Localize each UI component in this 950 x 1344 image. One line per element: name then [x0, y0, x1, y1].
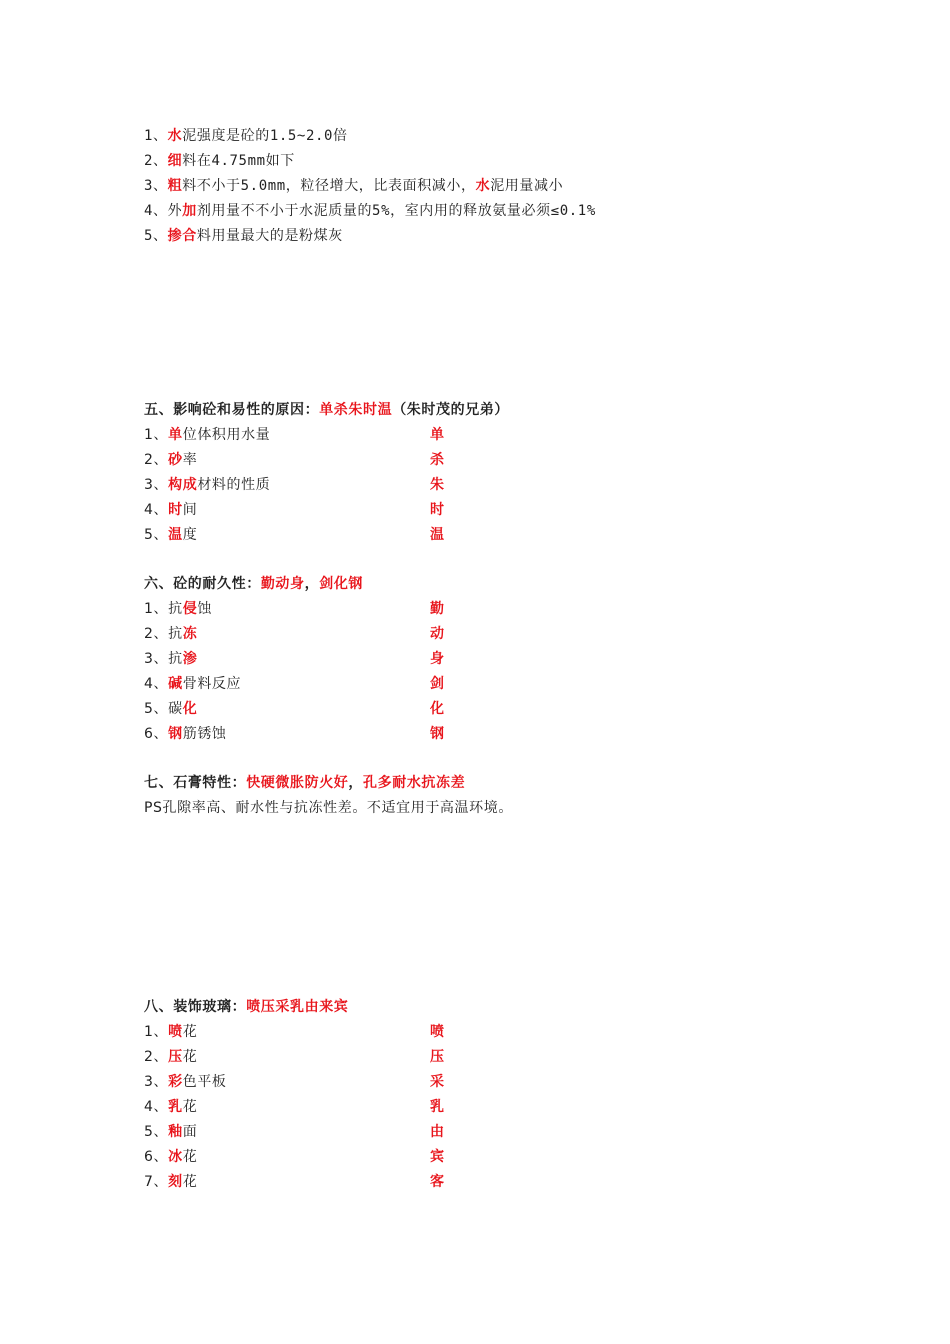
s5-heading [144, 398, 509, 423]
line-number: 3、 [144, 1074, 169, 1090]
highlight-char: 碱 [168, 676, 183, 692]
highlight-char: 水 [167, 128, 183, 144]
s5-item-4 [144, 498, 197, 523]
line-number: 3、 [144, 477, 169, 493]
highlight-char: 乳 [168, 1099, 183, 1115]
line-number: 7、 [144, 1174, 169, 1190]
line-number: 5、 [144, 1124, 169, 1140]
s5-key-3: 朱 [430, 477, 444, 493]
highlight-char: 构成 [168, 477, 198, 493]
s8-item-5 [144, 1120, 197, 1145]
s8-heading [144, 995, 348, 1020]
line-number: 5、碳 [144, 701, 183, 717]
highlight-char: 刻 [168, 1174, 183, 1190]
line-text: 剂用量不不小于水泥质量的5%，室内用的释放氨量必须≤0.1% [196, 203, 596, 219]
s5-item-1 [144, 423, 270, 448]
s8-item-1 [144, 1020, 197, 1045]
highlight-char: 单 [168, 427, 183, 443]
line-text: 料不小于5.0mm，粒径增大，比表面积减小， [182, 178, 476, 194]
s8-item-4 [144, 1095, 197, 1120]
mnemonic: 单杀朱时温 [319, 402, 393, 418]
s8-key-1: 喷 [430, 1024, 444, 1040]
s8-key-6: 宾 [430, 1149, 444, 1165]
s8-key-7: 客 [430, 1174, 444, 1190]
s8-item-7 [144, 1170, 197, 1195]
line-number: 4、外 [144, 203, 183, 219]
line-text: 色平板 [182, 1074, 227, 1090]
highlight-char: 渗 [182, 651, 198, 667]
highlight-char: 粗 [167, 178, 183, 194]
line-number: 1、 [144, 128, 168, 144]
s5-key-4: 时 [430, 502, 444, 518]
s6-key-1: 勤 [430, 601, 444, 617]
line-number: 2、抗 [144, 626, 183, 642]
line-text: 间 [182, 502, 198, 518]
s7-heading [144, 771, 465, 796]
s1-line-2 [144, 149, 295, 174]
s6-item-6 [144, 722, 227, 747]
highlight-char: 加 [182, 203, 197, 219]
s1-line-1 [144, 124, 348, 149]
line-number: 4、 [144, 1099, 169, 1115]
line-text: 花 [182, 1149, 198, 1165]
line-number: 2、 [144, 452, 169, 468]
line-text: 花 [182, 1024, 198, 1040]
s1-line-4 [144, 199, 596, 224]
line-text: 骨料反应 [182, 676, 242, 692]
separator: ， [304, 576, 320, 592]
line-text: 面 [182, 1124, 198, 1140]
section-title: 七、石膏特性： [144, 775, 247, 791]
highlight-char: 水 [475, 178, 491, 194]
line-number: 3、抗 [144, 651, 183, 667]
s6-item-4 [144, 672, 241, 697]
line-number: 6、 [144, 726, 169, 742]
line-number: 1、 [144, 1024, 169, 1040]
line-number: 4、 [144, 502, 169, 518]
highlight-char: 喷 [168, 1024, 183, 1040]
highlight-char: 砂 [168, 452, 183, 468]
highlight-char: 侵 [182, 601, 198, 617]
s8-item-3 [144, 1070, 227, 1095]
highlight-char: 时 [168, 502, 183, 518]
s1-line-3 [144, 174, 563, 199]
mnemonic: 勤动身 [260, 576, 305, 592]
mnemonic: 快硬微胀防火好 [246, 775, 349, 791]
highlight-char: 冻 [182, 626, 198, 642]
s7-ps-note: PS孔隙率高、耐水性与抗冻性差。不适宜用于高温环境。 [144, 800, 513, 816]
s8-key-5: 由 [430, 1124, 444, 1140]
line-text: 泥强度是砼的1.5~2.0倍 [182, 128, 348, 144]
line-number: 3、 [144, 178, 168, 194]
line-text: 花 [182, 1099, 198, 1115]
highlight-char: 化 [182, 701, 198, 717]
line-text: 位体积用水量 [182, 427, 271, 443]
s5-key-2: 杀 [430, 452, 444, 468]
line-text: 筋锈蚀 [182, 726, 227, 742]
line-text: 泥用量减小 [490, 178, 564, 194]
s8-item-2 [144, 1045, 197, 1070]
s6-heading [144, 572, 363, 597]
s8-key-3: 采 [430, 1074, 444, 1090]
line-number: 5、 [144, 228, 168, 244]
s6-item-1 [144, 597, 212, 622]
line-number: 1、 [144, 427, 169, 443]
s1-line-5 [144, 224, 343, 249]
line-text: 材料的性质 [197, 477, 271, 493]
section-title: 八、装饰玻璃： [144, 999, 247, 1015]
section-title: 六、砼的耐久性： [144, 576, 261, 592]
highlight-char: 细 [167, 153, 183, 169]
line-text: 花 [182, 1174, 198, 1190]
line-number: 5、 [144, 527, 169, 543]
line-text: 率 [182, 452, 198, 468]
highlight-char: 釉 [168, 1124, 183, 1140]
highlight-char: 冰 [168, 1149, 183, 1165]
s8-key-2: 压 [430, 1049, 444, 1065]
s8-item-6 [144, 1145, 197, 1170]
s5-item-2 [144, 448, 197, 473]
mnemonic: 孔多耐水抗冻差 [363, 775, 466, 791]
highlight-char: 钢 [168, 726, 183, 742]
mnemonic: 喷压采乳由来宾 [246, 999, 349, 1015]
s6-key-3: 身 [430, 651, 444, 667]
line-text: 料在4.75mm如下 [182, 153, 295, 169]
s6-key-5: 化 [430, 701, 444, 717]
section-note: （朱时茂的兄弟） [392, 402, 510, 418]
s5-key-1: 单 [430, 427, 444, 443]
s6-key-4: 剑 [430, 676, 444, 692]
line-number: 1、抗 [144, 601, 183, 617]
line-number: 6、 [144, 1149, 169, 1165]
s5-key-5: 温 [430, 527, 444, 543]
line-text: 料用量最大的是粉煤灰 [196, 228, 343, 244]
highlight-char: 彩 [168, 1074, 183, 1090]
mnemonic: 剑化钢 [319, 576, 364, 592]
s6-item-5 [144, 697, 197, 722]
s5-item-5 [144, 523, 197, 548]
s8-key-4: 乳 [430, 1099, 444, 1115]
line-number: 4、 [144, 676, 169, 692]
section-title: 五、影响砼和易性的原因： [144, 402, 320, 418]
line-number: 2、 [144, 153, 168, 169]
s6-item-3 [144, 647, 197, 672]
highlight-char: 温 [168, 527, 183, 543]
s6-key-2: 动 [430, 626, 444, 642]
s6-key-6: 钢 [430, 726, 444, 742]
separator: ， [348, 775, 364, 791]
s5-item-3 [144, 473, 270, 498]
highlight-char: 压 [168, 1049, 183, 1065]
line-text: 度 [182, 527, 198, 543]
line-number: 2、 [144, 1049, 169, 1065]
highlight-char: 掺合 [167, 228, 197, 244]
line-text: 花 [182, 1049, 198, 1065]
line-text: 蚀 [197, 601, 212, 617]
s6-item-2 [144, 622, 197, 647]
